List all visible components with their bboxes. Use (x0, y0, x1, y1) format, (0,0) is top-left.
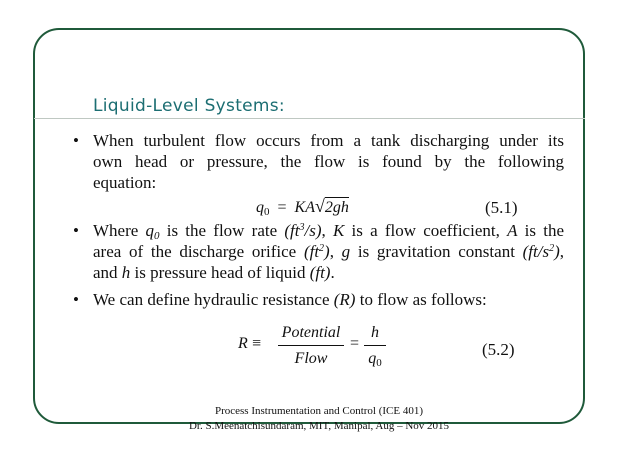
text: Where (93, 221, 146, 240)
var-h: h (121, 263, 131, 282)
equation-number-5-2: (5.2) (482, 340, 515, 359)
unit-area-end: ) (324, 242, 330, 261)
eq2-lhs: R (238, 335, 248, 352)
eq2-fraction-1 (278, 324, 344, 368)
text: We can define hydraulic resistance (93, 290, 334, 309)
bullet-2-line-1 (93, 220, 564, 241)
title-divider (34, 118, 585, 119)
unit-flow: (ft (284, 221, 300, 240)
equation-number-5-1: (5.1) (485, 198, 518, 217)
bullet-2 (93, 220, 564, 283)
var-A: A (507, 221, 518, 240)
eq2-denominator-2-sub: 0 (376, 357, 382, 369)
bullet-marker: • (73, 290, 79, 309)
text: is pressure head of liquid (130, 263, 310, 282)
unit-g-end: ) (554, 242, 560, 261)
eq2-denominator-2-wrap (364, 346, 386, 368)
eq2-denominator: Flow (294, 350, 328, 367)
bullet-1-line-1: When turbulent flow occurs from a tank discharging under its (93, 131, 564, 150)
text: is a flow coefficient, (344, 221, 508, 240)
unit-area-sup: 2 (319, 243, 325, 254)
bullet-2-line-2 (93, 241, 564, 262)
bullet-marker: • (73, 131, 79, 150)
text: is gravitation constant (350, 242, 523, 261)
unit-area: (ft (303, 242, 320, 261)
footer-course: Process Instrumentation and Control (ICE 401) (214, 405, 424, 417)
var-q: q (145, 221, 155, 240)
var-q-sub: 0 (154, 230, 160, 242)
eq2-numerator: Potential (281, 324, 341, 341)
unit-h: (ft) (309, 263, 331, 282)
bullet-3 (93, 289, 564, 310)
bullet-3-line-1 (93, 289, 564, 310)
sqrt-symbol: √ (314, 196, 325, 216)
eq2-equals: = (350, 335, 360, 352)
var-R: (R) (333, 290, 356, 309)
text: . (330, 263, 335, 282)
eq1-radicand: 2gh (324, 199, 349, 216)
text: , (559, 242, 564, 261)
eq2-equiv: ≡ (252, 335, 262, 352)
footer-author: Dr. S.Meenatchisundaram, MIT, Manipal, Aug – Nov 2015 (188, 420, 450, 432)
slide-title: Liquid-Level Systems: (93, 96, 285, 116)
eq2-fraction-2 (364, 324, 386, 368)
bullet-1 (93, 130, 564, 193)
eq1-lhs: q (256, 199, 264, 216)
equation-5-1 (256, 196, 349, 217)
eq2-denominator-2: q (368, 350, 377, 367)
unit-flow-sup: 3 (299, 222, 305, 233)
text: is the flow rate (159, 221, 285, 240)
unit-flow-end: /s) (304, 221, 322, 240)
text: and (93, 263, 122, 282)
eq2-numerator-2: h (371, 324, 379, 341)
var-K: K (332, 221, 345, 240)
text: , (329, 242, 342, 261)
unit-g: (ft/s (522, 242, 550, 261)
text: is the (517, 221, 564, 240)
unit-g-sup: 2 (549, 243, 555, 254)
bullet-1-line-3: equation: (93, 173, 157, 192)
text: to flow as follows: (355, 290, 487, 309)
eq1-coef: KA (294, 199, 315, 216)
eq1-equals: = (277, 199, 287, 216)
var-g: g (341, 242, 351, 261)
text: , (321, 221, 333, 240)
bullet-2-line-3 (93, 262, 564, 283)
bullet-1-line-2: own head or pressure, the flow is found by the following (93, 152, 564, 171)
bullet-marker: • (73, 221, 79, 240)
text: area of the discharge orifice (93, 242, 304, 261)
eq1-lhs-sub: 0 (264, 206, 270, 218)
